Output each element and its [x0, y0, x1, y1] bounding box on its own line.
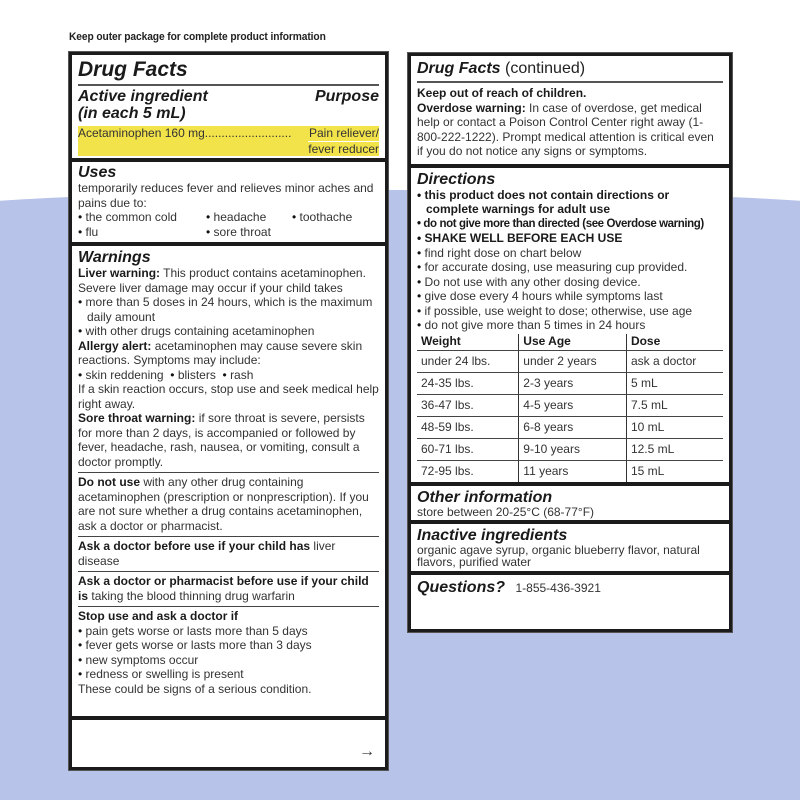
- allergy-alert-label: Allergy alert:: [78, 338, 152, 353]
- stop-item: • new symptoms occur: [78, 653, 379, 668]
- questions-heading: Questions?: [417, 579, 506, 596]
- weight-cell: 24-35 lbs.: [417, 372, 519, 394]
- direction-item: • SHAKE WELL BEFORE EACH USE: [417, 231, 723, 246]
- stop-item: • fever gets worse or lasts more than 3 days: [78, 638, 379, 653]
- table-row: [417, 350, 723, 372]
- direction-item: • Do not use with any other dosing device.: [417, 275, 723, 290]
- age-cell: 9-10 years: [519, 438, 627, 460]
- table-row: [417, 460, 723, 482]
- allergy-followup: If a skin reaction occurs, stop use and seek medical help right away.: [78, 382, 379, 411]
- age-cell: 11 years: [519, 460, 627, 482]
- table-row: [417, 416, 723, 438]
- sore-throat-label: Sore throat warning:: [78, 411, 196, 425]
- weight-cell: 72-95 lbs.: [421, 464, 474, 479]
- uses-heading: Uses: [78, 164, 117, 181]
- uses-intro: temporarily reduces fever and relieves minor aches and pains due to:: [78, 181, 374, 210]
- age-cell: under 2 years: [519, 350, 627, 372]
- direction-item: • this product does not contain directions or complete warnings for adult use: [417, 188, 723, 217]
- divider: [78, 84, 379, 86]
- table-header-row: [417, 334, 723, 351]
- ingredient-name: Acetaminophen 160 mg..........................: [78, 126, 308, 156]
- overdose-warning-label: Overdose warning:: [417, 100, 526, 115]
- warnings-heading: Warnings: [78, 249, 151, 266]
- drug-facts-panel: [69, 52, 388, 770]
- direction-item: • do not give more than directed (see Overdose warning): [417, 217, 723, 232]
- symptom-item: • skin reddening: [78, 368, 164, 382]
- ingredient-purpose: Pain reliever/ fever reducer: [308, 126, 379, 156]
- ask-doctor-label: Ask a doctor before use if your child has: [78, 539, 311, 553]
- active-ingredient-heading: Active ingredient: [78, 88, 208, 105]
- package-note: Keep outer package for complete product information: [69, 31, 326, 43]
- directions-section: [411, 168, 729, 487]
- continue-arrow-icon: →: [359, 743, 375, 760]
- active-ingredient-section: [72, 55, 385, 162]
- symptom-item: • rash: [223, 368, 254, 382]
- purpose-heading: Purpose: [314, 88, 379, 105]
- use-item: • sore throat: [206, 225, 292, 240]
- column-header: Dose: [626, 334, 723, 351]
- keep-out-section: Drug Facts (continued) Keep out of reach of children. Overdose warning: In case of overdose, get medical help or contact a Poison Control Center right away (1-800-222-1222). Prompt medical attention is critical even if you do not notice any signs or symptoms.: [411, 56, 729, 168]
- uses-section: [72, 162, 385, 246]
- table-row: [417, 372, 723, 394]
- other-information-section: [411, 486, 729, 524]
- active-ingredient-amount-basis: (in each 5 mL): [78, 105, 186, 122]
- divider: [78, 536, 379, 537]
- liver-warning-label: Liver warning:: [78, 266, 161, 280]
- weight-cell: 48-59 lbs.: [417, 416, 519, 438]
- continued-label: (continued): [505, 60, 586, 77]
- column-header: Use Age: [519, 334, 627, 351]
- direction-item: • give dose every 4 hours while symptoms last: [417, 289, 723, 304]
- weight-cell: 60-71 lbs.: [417, 438, 519, 460]
- questions-section: [411, 575, 729, 600]
- divider: [78, 472, 379, 473]
- table-row: [417, 394, 723, 416]
- warning-item: • more than 5 doses in 24 hours, which is the maximum daily amount: [78, 295, 379, 324]
- stop-item: • pain gets worse or lasts more than 5 days: [78, 624, 379, 639]
- symptom-item: • blisters: [170, 368, 216, 382]
- dose-cell: 10 mL: [626, 416, 723, 438]
- age-cell: 6-8 years: [519, 416, 627, 438]
- direction-item: • find right dose on chart below: [417, 246, 723, 261]
- age-cell: 2-3 years: [519, 372, 627, 394]
- table-row: [417, 438, 723, 460]
- questions-phone: 1-855-436-3921: [515, 581, 601, 595]
- dose-cell: 5 mL: [626, 372, 723, 394]
- do-not-use-label: Do not use: [78, 475, 140, 489]
- directions-heading: Directions: [417, 170, 496, 188]
- drug-facts-title: Drug Facts: [78, 58, 188, 81]
- dose-cell: 15 mL: [626, 460, 723, 482]
- dose-cell: 12.5 mL: [626, 438, 723, 460]
- weight-cell: under 24 lbs.: [417, 350, 519, 372]
- keep-out-text: Keep out of reach of children.: [417, 86, 587, 100]
- divider: [78, 571, 379, 572]
- ask-pharmacist-label: Ask a doctor or pharmacist before use if your child is: [78, 574, 369, 603]
- warnings-section: Warnings Liver warning: This product contains acetaminophen. Severe liver damage may occur if your child takes • more than 5 doses in 24 hours, which is the maximum daily amount • with other drugs containing acetaminophen Allergy alert: acetaminophen may cause severe skin reactions. Symptoms may include: • skin reddening • blisters • rash If a skin reaction occurs, stop use and seek medical help right away. Sore throat warning: if sore throat is severe, persists for more than 2 days, is accompanied or followed by fever, headache, rash, nausea, or vomiting, consult a doctor promptly. Do not use with any other drug containing acetaminophen (prescription or nonprescription). If you are not sure whether a drug contains acetaminophen, ask a doctor or pharmacist. Ask a doctor before use if your child has liver disease Ask a doctor or pharmacist before use if your child is taking the blood thinning drug warfarin Stop use and ask a doctor if • pain gets worse or lasts more than 5 days • fever gets worse or lasts more than 3 days • new symptoms occur • redness or swelling is present These could be signs of a serious condition.: [72, 246, 385, 720]
- dose-cell: ask a doctor: [626, 350, 723, 372]
- drug-facts-continued-panel: [408, 53, 732, 632]
- stop-item: • redness or swelling is present: [78, 667, 379, 682]
- direction-item: • do not give more than 5 times in 24 hours: [417, 318, 723, 333]
- use-item: • headache: [206, 210, 292, 225]
- use-item: • flu: [78, 225, 206, 240]
- stop-followup: These could be signs of a serious condition.: [78, 681, 312, 696]
- other-information-heading: Other information: [417, 489, 553, 506]
- divider: [417, 81, 723, 83]
- column-header: Weight: [417, 334, 519, 351]
- warning-item: • with other drugs containing acetaminophen: [78, 324, 379, 339]
- inactive-ingredients-heading: Inactive ingredients: [417, 527, 568, 544]
- use-item: • the common cold: [78, 210, 206, 225]
- dose-cell: 7.5 mL: [626, 394, 723, 416]
- inactive-ingredients-text: organic agave syrup, organic blueberry flavor, natural flavors, purified water: [417, 543, 700, 569]
- age-cell: 4-5 years: [519, 394, 627, 416]
- direction-item: • if possible, use weight to dose; otherwise, use age: [417, 304, 723, 319]
- divider: [78, 606, 379, 607]
- weight-cell: 36-47 lbs.: [417, 394, 519, 416]
- storage-text: store between 20-25°C (68-77°F): [417, 505, 595, 519]
- inactive-ingredients-section: [411, 524, 729, 575]
- dosing-table: [417, 334, 723, 483]
- stop-use-label: Stop use and ask a doctor if: [78, 609, 239, 623]
- direction-item: • for accurate dosing, use measuring cup provided.: [417, 260, 723, 275]
- drug-facts-title: Drug Facts: [417, 60, 501, 77]
- use-item: • toothache: [292, 210, 379, 225]
